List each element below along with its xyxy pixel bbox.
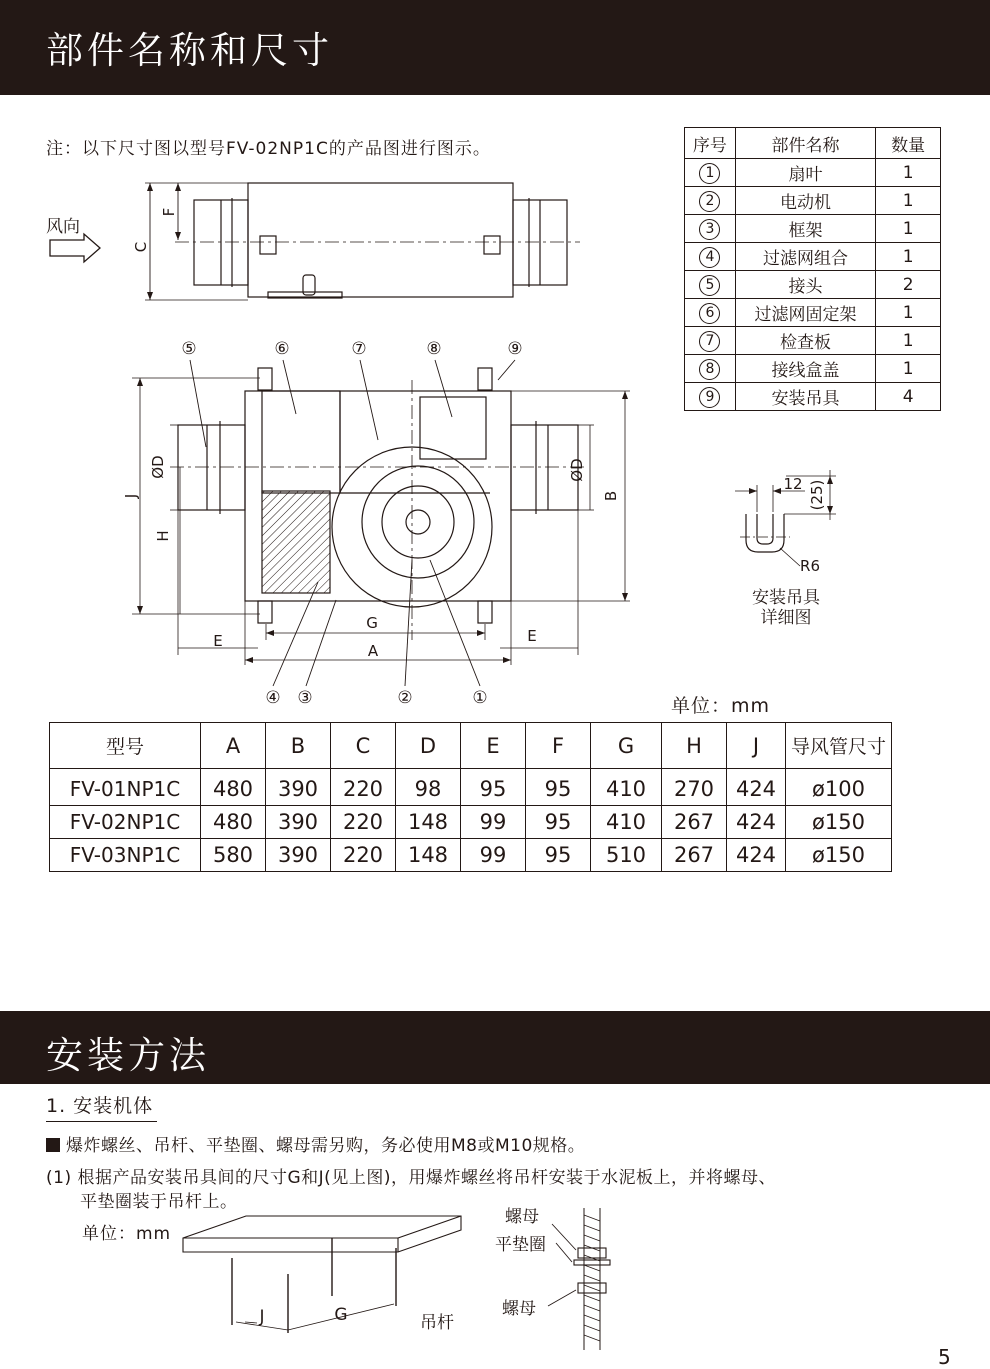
cell-f: 95 — [526, 769, 591, 806]
cell-h: 267 — [662, 806, 727, 839]
table-row — [685, 355, 941, 383]
header-e: E — [461, 723, 526, 769]
section-header-parts — [0, 0, 990, 95]
hanger-radius-r6: R6 — [800, 557, 820, 575]
table-row — [50, 769, 892, 806]
part-qty: 2 — [876, 271, 941, 299]
cell-duct: ø150 — [786, 806, 892, 839]
cell-a: 480 — [201, 769, 266, 806]
part-qty: 1 — [876, 355, 941, 383]
page-number: 5 — [938, 1345, 951, 1369]
bullet-note — [46, 1131, 585, 1156]
cell-e: 99 — [461, 806, 526, 839]
install-label-washer: 平垫圈 — [495, 1235, 546, 1255]
cell-c: 220 — [331, 769, 396, 806]
header-d: D — [396, 723, 461, 769]
hanger-bracket — [478, 601, 492, 623]
section-title: 部件名称和尺寸 — [46, 29, 333, 72]
unit-label: 单位：mm — [671, 695, 771, 717]
subsection-title: 1. 安装机体 — [46, 1091, 157, 1122]
cell-a: 480 — [201, 806, 266, 839]
side-view-body — [248, 183, 513, 297]
install-label-nut-bottom: 螺母 — [502, 1299, 536, 1319]
filter-assembly — [262, 491, 330, 593]
step-1 — [46, 1163, 776, 1188]
part-no: 6 — [699, 303, 720, 324]
part-no: 3 — [699, 219, 720, 240]
header-a: A — [201, 723, 266, 769]
filter-holder — [262, 391, 340, 493]
square-bullet-icon — [46, 1138, 60, 1152]
header-g: G — [591, 723, 662, 769]
dim-label-a: A — [367, 642, 379, 660]
cell-h: 270 — [662, 769, 727, 806]
parts-table — [684, 127, 941, 411]
dim-label-f: F — [160, 207, 178, 217]
part-qty: 1 — [876, 187, 941, 215]
cell-c: 220 — [331, 806, 396, 839]
table-row — [685, 159, 941, 187]
install-label-nut-top: 螺母 — [505, 1207, 539, 1227]
table-row — [685, 187, 941, 215]
callout-5: ⑤ — [181, 339, 197, 359]
part-no: 9 — [699, 387, 720, 408]
cell-model: FV-02NP1C — [50, 806, 201, 839]
callout-3: ③ — [297, 688, 313, 708]
callout-8: ⑧ — [426, 339, 442, 359]
part-qty: 1 — [876, 327, 941, 355]
cell-g: 410 — [591, 806, 662, 839]
bullet-text: 爆炸螺丝、吊杆、平垫圈、螺母需另购，务必使用M8或M10规格。 — [66, 1136, 586, 1156]
callout-6: ⑥ — [274, 339, 290, 359]
cell-d: 148 — [396, 839, 461, 872]
cell-b: 390 — [266, 839, 331, 872]
part-no: 7 — [699, 331, 720, 352]
header-duct: 导风管尺寸 — [786, 723, 892, 769]
install-dim-j: J — [259, 1307, 265, 1327]
hanger-bracket — [258, 601, 272, 623]
cell-e: 95 — [461, 769, 526, 806]
part-qty: 1 — [876, 299, 941, 327]
hanger-bracket — [478, 368, 492, 390]
dim-label-h: H — [154, 530, 172, 542]
table-row — [685, 299, 941, 327]
cell-e: 99 — [461, 839, 526, 872]
part-no: 2 — [699, 191, 720, 212]
part-no: 5 — [699, 275, 720, 296]
dim-label-b: B — [602, 490, 620, 502]
table-row — [685, 383, 941, 411]
cell-model: FV-03NP1C — [50, 839, 201, 872]
hanger-bracket — [484, 236, 500, 254]
part-no: 1 — [699, 163, 720, 184]
cell-h: 267 — [662, 839, 727, 872]
part-name: 安装吊具 — [735, 383, 875, 411]
part-name: 框架 — [735, 215, 875, 243]
callout-4: ④ — [265, 688, 281, 708]
part-name: 过滤网组合 — [735, 243, 875, 271]
hanger-caption-2: 详细图 — [760, 608, 812, 628]
header-model: 型号 — [50, 723, 201, 769]
hanger-bracket — [260, 236, 276, 254]
dim-label-c: C — [132, 241, 150, 253]
section-title: 安装方法 — [46, 1034, 210, 1077]
cell-a: 580 — [201, 839, 266, 872]
table-row — [685, 327, 941, 355]
header-f: F — [526, 723, 591, 769]
part-no: 4 — [699, 247, 720, 268]
part-name: 过滤网固定架 — [735, 299, 875, 327]
part-qty: 4 — [876, 383, 941, 411]
hanger-width-12: 12 — [783, 475, 803, 493]
part-name: 接头 — [735, 271, 875, 299]
ceiling-installation-diagram — [183, 1208, 610, 1350]
part-name: 扇叶 — [735, 159, 875, 187]
cell-j: 424 — [727, 806, 786, 839]
dim-label-e-left: E — [213, 632, 223, 650]
part-name: 接线盒盖 — [735, 355, 875, 383]
cell-g: 410 — [591, 769, 662, 806]
dim-label-d-left: ØD — [149, 455, 167, 479]
install-unit-label: 单位：mm — [82, 1224, 172, 1244]
install-label-rod: 吊杆 — [420, 1313, 454, 1333]
table-row — [685, 215, 941, 243]
cell-f: 95 — [526, 839, 591, 872]
cell-duct: ø150 — [786, 839, 892, 872]
cell-duct: ø100 — [786, 769, 892, 806]
dim-label-e-right: E — [527, 627, 537, 645]
cell-c: 220 — [331, 839, 396, 872]
diagram-note: 注：以下尺寸图以型号FV-02NP1C的产品图进行图示。 — [46, 139, 491, 159]
header-no: 序号 — [685, 128, 736, 159]
header-j: J — [727, 723, 786, 769]
table-row — [50, 839, 892, 872]
part-qty: 1 — [876, 215, 941, 243]
hanger-bracket — [258, 368, 272, 390]
junction-box-cover — [420, 397, 486, 459]
wind-direction-label: 风向 — [46, 217, 80, 237]
part-qty: 1 — [876, 243, 941, 271]
callout-2: ② — [397, 688, 413, 708]
dim-label-j: J — [122, 493, 140, 499]
fan-impeller — [362, 466, 474, 578]
step-text-line1: 根据产品安装吊具间的尺寸G和J(见上图)，用爆炸螺丝将吊杆安装于水泥板上，并将螺母、 — [77, 1168, 776, 1188]
dimension-table — [49, 722, 892, 872]
install-dim-g: G — [334, 1305, 348, 1325]
parts-table-header — [685, 128, 941, 159]
cell-g: 510 — [591, 839, 662, 872]
header-qty: 数量 — [876, 128, 941, 159]
callout-9: ⑨ — [507, 339, 523, 359]
header-b: B — [266, 723, 331, 769]
nut-top — [578, 1248, 606, 1258]
table-row — [50, 806, 892, 839]
dim-label-g: G — [366, 614, 378, 632]
top-view-left-duct — [178, 425, 245, 510]
table-row — [685, 271, 941, 299]
dimension-table-header — [50, 723, 892, 769]
cell-b: 390 — [266, 806, 331, 839]
section-header-install — [0, 1011, 990, 1084]
cell-b: 390 — [266, 769, 331, 806]
washer — [574, 1260, 610, 1265]
callout-1: ① — [472, 688, 488, 708]
header-h: H — [662, 723, 727, 769]
callout-7: ⑦ — [351, 339, 367, 359]
cell-j: 424 — [727, 839, 786, 872]
cell-d: 148 — [396, 806, 461, 839]
side-view — [50, 183, 580, 300]
dim-label-d-right: ØD — [568, 458, 586, 482]
part-qty: 1 — [876, 159, 941, 187]
cell-model: FV-01NP1C — [50, 769, 201, 806]
cell-f: 95 — [526, 806, 591, 839]
cell-j: 424 — [727, 769, 786, 806]
header-name: 部件名称 — [735, 128, 875, 159]
top-view — [132, 360, 630, 686]
step-text-line2: 平垫圈装于吊杆上。 — [80, 1192, 238, 1212]
hanger-caption-1: 安装吊具 — [752, 588, 820, 608]
step-number: (1) — [46, 1168, 72, 1188]
table-row — [685, 243, 941, 271]
cell-d: 98 — [396, 769, 461, 806]
header-c: C — [331, 723, 396, 769]
part-name: 检查板 — [735, 327, 875, 355]
part-no: 8 — [699, 359, 720, 380]
hanger-height-25: (25) — [808, 479, 826, 511]
part-name: 电动机 — [735, 187, 875, 215]
